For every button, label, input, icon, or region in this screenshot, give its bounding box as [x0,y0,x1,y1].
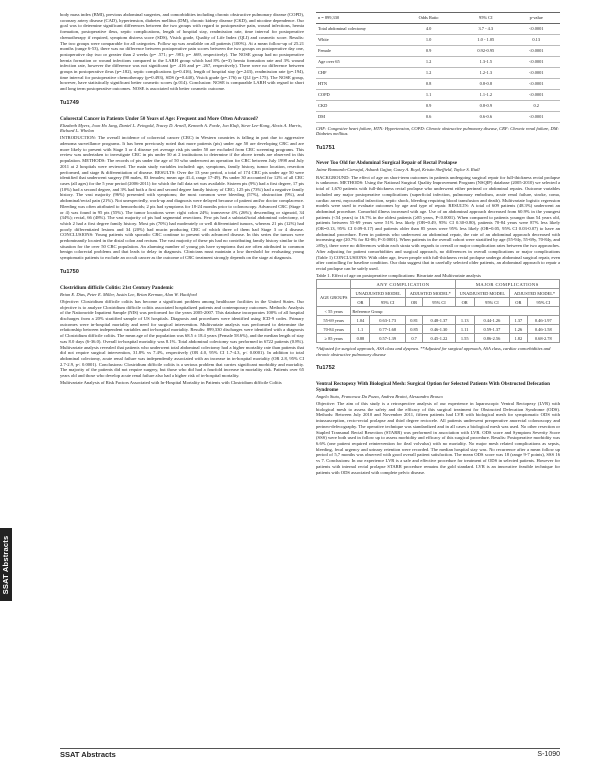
unadjusted-header: UNADJUSTED MODEL [351,289,405,298]
table-cell: 0.45-1.22 [423,334,455,343]
table-row [317,325,560,334]
table-cell: White [316,35,398,46]
table-cell: 1.13 [455,316,474,325]
table-cell: COPD [316,90,398,101]
table-body [317,307,560,343]
table-cell: 0.63-1.73 [370,316,405,325]
table-cell: 1.55 [455,334,474,343]
abstract-id: Tu1749 [60,99,79,106]
table-cell: 0.86-2.56 [474,334,509,343]
table-cell: 1.1 [398,90,459,101]
table-row [317,316,560,325]
table-row [316,90,560,101]
complication-table [316,279,560,343]
table-cell: 3.7 - 4.3 [459,24,512,35]
table-cell: 1.26 [510,325,527,334]
table-cell: 0.85 [405,325,422,334]
table-cell: 0.92-0.95 [459,46,512,57]
table-cell: <0.0001 [512,68,560,79]
table-subheader-cell: 95% CI [423,298,455,307]
table-cell: 0.77-1.68 [370,325,405,334]
adjusted-header: ADJUSTED MODEL* [405,289,455,298]
table-cell: 0.6-0.6 [459,112,512,123]
abstract-body: Objective: Clostridium difficile colitis has become a significant problem among healthcare facilities in the United States. Our objective is to analyze Clostridium difficile colitis associated hospitalized patients and contemporary outcomes. Methods: Analysis of the Nationwide Inpatient Sample (NIS) was performed for the years 2005-2007. This database incorporates 100% of all hospital discharges from a 20% stratified sample of US hospitals. Diagnosis and procedures were identified using ICD-9 codes. Primary outcomes were in-hospital mortality and need for surgical intervention. Multivariate analysis was performed to determine the relationship between independent variables and in-hospital mortality. Results: 899,330 discharges were identified with a diagnosis of Clostridium difficile colitis. The mean age of the population was 68.5 ± 18.4 years (Female 58.6%), and the median length of stay was 8.0 days (6-36.0). Overall in-hospital mortality was 8.1%. Total abdominal colectomy was performed in 6722 patients (0.8%). Multivariate analysis revealed that patients who underwent total abdominal colectomy had a higher mortality rate than patients that did not require surgical intervention, 31.8% vs 7.4%, respectively (OR 4.0, 95% CI 1.7-4.3, p< 0.0001). In addition to total abdominal colectomy, acute renal failure was independently associated with an increase in in-hospital mortality (OR 2.8, 95% CI 2.7-2.9, p< 0.0001). Conclusions: Clostridium difficile colitis is a serious problem that carries significant morbidity and mortality. The majority of the patients did not require surgery, but those who did had a fourfold increase in mortality risk. Patients over 65 years old and those who develop acute renal failure also had a higher risk of in-hospital mortality. [60,298,304,379]
table-cell: 1.1-1.2 [459,90,512,101]
table-cell: 0.13 [512,35,560,46]
age-groups-header: AGE GROUPS [317,289,351,307]
abstract-authors: Elizabeth Myers, Joon Ho Jang, Daniel L. Feingold, Tracey D. Arnell, Kenneth A. Forde, Jon Kluft, Steve Lee-Kong, Alexis A. Harris, Richard L. Whelan [60,122,302,133]
section-tab [0,528,12,601]
table-cell: 4.0 [398,24,459,35]
table-row [317,334,560,343]
table-cell: CKD [316,101,398,112]
table-subheader-cell: OR [455,298,474,307]
unadjusted-header: UNADJUSTED MODEL [455,289,509,298]
group-major-header: MAJOR COMPLICATIONS [455,280,559,289]
abstract-tu1750 [60,270,304,386]
table-cell: 0.46-1.97 [527,316,559,325]
table-cell: <0.0001 [512,112,560,123]
table-subheader-cell: OR [351,298,370,307]
page-footer [60,748,560,764]
table-cell: Female [316,46,398,57]
table-subheader-cell: OR [510,298,527,307]
table-cell: <0.0001 [512,24,560,35]
table-cell: DM [316,112,398,123]
abstract-authors: Brian E. Dias, Peter E. Miller, Justin Lee, Brian Kerman, Alan W. Hackford [60,291,197,297]
table-cell: <0.0001 [512,79,560,90]
table-subheader-cell: 95% CI [474,298,509,307]
table-subheader-row [317,298,560,307]
table-group-row [317,280,560,289]
table-cell: CHF [316,68,398,79]
abstract-title: Never Too Old for Abdominal Surgical Repair of Rectal Prolapse [316,160,457,167]
table-cell: 0.59-1.37 [474,325,509,334]
abstract-title: Colorectal Cancer in Patients Under 50 Years of Age: Frequent and More Often Advanced? [60,115,259,122]
table-row [317,307,560,316]
table-subheader-cell: OR [405,298,422,307]
table-cell: HTN [316,79,398,90]
table-row [316,101,560,112]
table-cell: 0.46-1.58 [527,325,559,334]
table-row [316,35,560,46]
table-caption: CHF: Congestive heart failure, HTN: Hypertension, COPD: Chronic obstructive pulmonary disease, CRF: Chronic renal failure, DM: Diabetes mellitus. [316,126,560,137]
table-cell: 1.0 - 1.05 [459,35,512,46]
group-any-header: ANY COMPLICATION [351,280,455,289]
table-cell: Total abdominal colectomy [316,24,398,35]
table-cell: <0.0001 [512,46,560,57]
table-cell: 0.46-1.30 [423,325,455,334]
abstract-body: Objective: The aim of this study is a retrospective analysis of our experience in laparoscopic Ventral Rectopexy (LVR) with biological mesh to assess the safety and the efficacy of this surgical treatment for Obstructed Defecation Syndrome (ODS). Methods: Between July 2010 and November 2011, fifteen patients had LVR with biological mesh for symptomatic ODS with intussusception, recto-rectal prolapse and third degree rectocele. All patients underwent preoperative anorectal colonoscopy and perineo-defecography. The operative technique was standardized and in all cases a biological mesh was used. No other resection or Stapled Transanal Rectal Resection (STARR) was performed in association with LVR. ODS score and Symptom Severity Score (SSS) were both used in follow up to assess morbidity and efficacy of this surgical procedure. Results: Postoperative morbidity was 6.6% (one patient required reintervention for ileal volvulus) with no mortality. No major mesh related complications as sepsis, bleeding, fecal urgency and urinary retention were recorded. The median hospital stay was. No recurrence after a mean follow up period of 5,7 months was observed with good overall patient satisfaction. The mean ODS score was 18 (range 9-7 points), SSS 16 vs 7. Conclusions: In our experience LVR is a safe and effective procedure for treatment of ODS in selected patients. However for patients with internal rectal prolapse STARR procedure remains the gold standard. LVR is an innovative feasible technique for patients with ODS associated with complete pelvic disease. [316,401,560,475]
table-cell: 0.8-0.8 [459,79,512,90]
table-cell: 1.37 [510,316,527,325]
table-row [316,24,560,35]
left-column [60,12,304,386]
table-cell: 0.8 [398,79,459,90]
adjusted-header: ADJUSTED MODEL* [510,289,560,298]
table-cell: 0.68-2.78 [527,334,559,343]
table-title: Table 1. Effect of age on postoperative complications: Bivariate and Multivariate analysis [316,272,481,278]
abstract-tu1752 [316,366,560,475]
table-row [316,46,560,57]
table-subheader-cell: 95% CI [370,298,405,307]
table-cell: 1.82 [510,334,527,343]
abstract-id: Tu1752 [316,364,335,371]
table-row [316,57,560,68]
footer-journal: SSAT Abstracts [60,750,116,759]
table-cell: 0.9 [398,101,459,112]
abstract-id: Tu1750 [60,268,79,275]
table-cell: 1.04 [351,316,370,325]
intro-paragraph: body mass index (BMI), previous abdominal surgeries, and comorbidities including chronic obstructive pulmonary disease (COPD), coronary artery disease (CAD), hypertension, diabetes mellitus (DM), chronic kidney disease (CKD), and nicotine dependence. Our goal was to determine significant differences between the two groups with regard to postoperative pain, wound infections, hernia formation, postoperative ileus, septic complications, length of hospital stay, readmission rate, time interval for postoperative chemotherapy if required, symptom distress score (SDS), Visick grade, Quality of Life Index (QLI) and cosmetic score. Results: The two groups were comparable for all categories. Follow up was available on all patients (100%). At a mean follow-up of 25.21 months (range 6-53), there was no difference between postoperative pain scores between the two groups on postoperative day one, postoperative day two or greater than 2 weeks (p= .571; p= .981; p= .669, respectively). The NOSE group had no postoperative hernia formation or wound infections compared to the LARH group which had 8% (n=3) hernia formation rate and 3% wound infection rate, however the difference was not significant (p= .416 and p= .267, respectively). There were no difference between groups in postoperative ileus (p=.182), septic complications (p=0.416), length of hospital stay (p=.243), readmission rate (p=.194), time interval for postoperative chemotherapy (p=0.493), SDS (p=0.440), Visick grade (p=.176) or QLI (p=.175). The NOSE group, however, have statistically significant better cosmetic scores (p.014). Conclusion: NOSE is comparable LARH with regard to short and long term postoperative outcomes. NOSE is associated with better cosmetic outcome. [60,12,304,92]
table-cell: 70-84 years [317,325,351,334]
table-cell: 1.11 [455,325,474,334]
abstract-authors: Angelo Stuto, Francesca Da Pozzo, Andrea Braini, Alessandro Brusco [316,393,443,399]
abstract-title: Clostridium difficile Colitis: 21st Century Pandemic [60,284,174,291]
table-title: Multivariate Analysis of Risk Factors Associated with In-Hospital Mortality in Patients with Clostridium difficile Colitis [60,379,282,385]
table-cell: 1.3-1.5 [459,57,512,68]
table-cell: 1.2 [398,68,459,79]
table-header-cell: n = 899,330 [316,13,398,24]
abstract-title: Ventral Rectopexy With Biological Mesh: Surgical Option for Selected Patients With Obstructed Defecation Syndrome [316,380,550,393]
table-cell: 0.44-1.26 [474,316,509,325]
abstract-authors: Jaime Bonnardo-Carvajal, Ashank Gajjar, Casey A. Boyd, Kristin Sheffield, Taylor S. Riall [316,167,480,173]
table-header-cell: p-value [512,13,560,24]
table-cell: 0.81 [405,316,422,325]
abstract-id: Tu1751 [316,144,335,151]
table-cell: <0.0001 [512,57,560,68]
table-cell: 55-69 years [317,316,351,325]
table-cell: 1.1 [351,325,370,334]
table-cell: Age over 65 [316,57,398,68]
table-cell: <0.0001 [512,90,560,101]
table-cell: 0.57-1.39 [370,334,405,343]
sidebar [0,0,13,779]
table-header-row [316,13,560,24]
table-row [316,68,560,79]
table-cell: 0.9 [398,46,459,57]
table-row [316,79,560,90]
abstract-body: BACKGROUND: The effect of age on short-term outcomes in patients undergoing surgical repair for full-thickness rectal prolapse is unknown. METHODS: Using the National Surgical Quality Improvement Program (NSQIP) database (2005-2010) we selected a total of 1,670 patients with full-thickness rectal prolapse who underwent either perineal or abdominal repairs. Outcome variables included any major postoperative complications (superficial infection, pulmonary embolism, acute renal failure, stroke, coma, cardiac arrest, myocardial infarction, septic shock, bleeding requiring blood transfusion and death). Multivariate logistic regression models were used to evaluate outcomes by age and type of repair. RESULTS: A total of 609 patients (48.3%) underwent an abdominal procedure. Comorbid illness increased with age. Use of an abdominal approach decreased from 60.9% in the youngest patients (<54 years) to 16.7% in the oldest patients (≥85 years, P<0.0001). When compared to patients younger than 54 years old, patients between 55-69 years were 51% less likely (OR=0.49, 95% CI 0.30-0.80), patients 70-84 years were 87% less likely (OR=0.13, 95% CI 0.09-0.17) and patients older than 85 years were 95% less likely (OR=0.05, 95% CI 0.03-0.07) to have an abdominal procedure. Even in patients who underwent an abdominal repair, the rate of an abdominal approach decreased with increasing age (20.7% for 82-86; P<0.0001). When patients in the overall cohort were stratified by age (55-94y, 55-69y, 70-84y, and ≥85y), there were no differences within each strata with regards to overall or major complication rates between the two approaches. After adjusting for patient comorbidities and surgical approach, no differences in overall complications or major complications (Table 1) CONCLUSIONS: With older age, fewer people with full-thickness rectal prolapse undergo abdominal surgical repair, even after controlling for baseline condition. Our data suggest that in carefully selected older patients, an abdominal approach to repair a rectal prolapse can be safely used. [316,174,560,271]
abstract-tu1749 [60,101,304,261]
table-cell: ≥ 85 years [317,334,351,343]
table-header-cell: 95% CI [459,13,512,24]
table-row [316,112,560,123]
table-header-cell: Odds Ratio [398,13,459,24]
table-spacer-cell [317,280,351,289]
section-tab-label: SSAT Abstracts [1,535,11,594]
table-model-row [317,289,560,298]
table-cell: Reference Group [351,307,560,316]
table-cell: 1.0 [398,35,459,46]
table-caption: *Adjusted for surgical approach, ASA class and dyspnea. **Adjusted for surgical approach, ASA class, cardiac comorbidities and chronic obstructive pulmonary disease [316,346,551,357]
table-cell: 0.6 [398,112,459,123]
table-cell: 0.8-0.9 [459,101,512,112]
abstract-body: INTRODUCTION: The overall incidence of colorectal cancer (CRC) in Western countries is falling in part due to aggressive adenoma surveillance programs. It has been previously noted that more patients (pts) under age 50 are developing CRC and are more likely to present with Stage 3 or 4 disease yet average risk pts under 50 are excluded from CRC screening programs. This review was undertaken to investigate CRC in pts under 50 at 2 institutions to determine if the above trends are observed in this population. METHODS: The records of pts under the age of 50 who underwent an operation for CRC between July 1998 and July 2011 at 2 hospitals were reviewed. The main study variables included: age, symptoms, family history, tumor location, resection performed, and stage & differentiation of disease. RESULTS: Over the 13 year period, a total of 174 CRC pts under age 50 were identified that underwent surgery (90 males, 83 females; mean age 41.4, range 17-49). Pts under 30 accounted for 12% of all CRC cases (all ages) for the 5 year period (2006-2011) for which the full data set was available. Sixteen pts (9%) had a first degree, 17 pts (10%) had a second degree, and 3% had both a first and second degree family history of CRC; 125 pts (73%) had a negative family history. The vast majority (96%) presented with symptoms; the most common were bleeding (57%), obstruction (9%), and abdominal/rectal pain (21%). Not unexpectedly, work-up and diagnosis were delayed because of patient and/or doctor complacence. Bleeding was often attributed to hemorrhoids; 2 pts had symptoms for 18-24 months prior to colonoscopy. Advanced CRC (Stage 3 or 4) was found in 95 pts (55%). The tumor locations were: right colon 24%; transverse 4% (26%); descending or sigmoid, 34 (34%); rectal, 66 (48%). The vast majority of pts had segmental resections. Few pts had a subtotal/total abdominal colectomy, of which 2 had a first degree family history. Most pts (70%) had moderately or well differentiated tumors, whereas 21 pts (12%) had poorly differentiated lesions and 34 (20%) had mucin producing CRC of which three of them had Stage 3 or 4 disease. CONCLUSIONS: Young patients with sporadic CRC continue to present with advanced disease. In this series the tumors were predominantly located in the distal colon and rectum. The vast majority of these pts had no contributing family history similar to the situation for the over 50 CRC population. An alarming number of young pts have symptoms that are often attributed to common benign colorectal problems and that leads to delay in diagnosis. Clinicians must maintain a low threshold for evaluating young symptomatic patients to exclude an occult cancer as the outcome of CRC treatment strongly depends on the stage at diagnosis. [60,135,304,261]
table-cell: 1.2 [398,57,459,68]
risk-factor-table [316,12,560,123]
table-cell: 0.7 [405,334,422,343]
table-cell: < 55 years [317,307,351,316]
footer-page-number: S-1090 [537,751,560,758]
table-body [316,24,560,123]
abstract-tu1751 [316,146,560,279]
table-cell: 1.2-1.3 [459,68,512,79]
right-column [316,12,560,476]
table-subheader-cell: 95% CI [527,298,559,307]
table-cell: 0.2 [512,101,560,112]
table-cell: 0.88 [351,334,370,343]
table-cell: 0.48-1.37 [423,316,455,325]
